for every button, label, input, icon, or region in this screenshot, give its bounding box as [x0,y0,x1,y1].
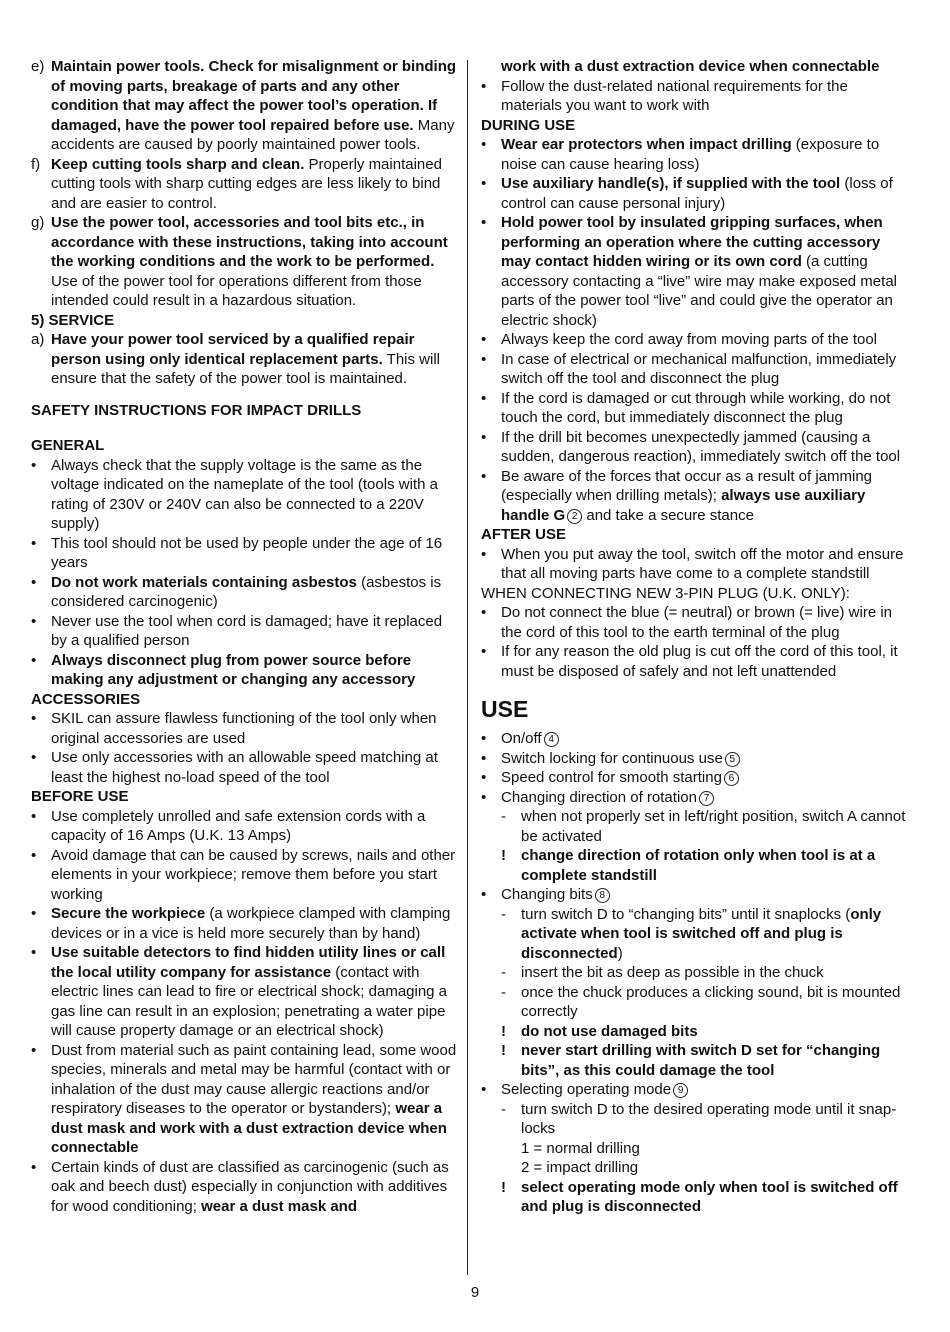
list-item [31,651,458,690]
item-text: Always keep the cord away from moving parts of the tool [501,331,878,348]
item-bold-text: Keep cutting tools sharp and clean. [51,155,305,173]
item-text: once the chuck produces a clicking sound, bit is mounted correctly [521,983,901,1020]
item-bold-text: Hold power tool by insulated gripping surfaces, when performing an operation where the cutting accessory may contact hidden wiring or its own cord [501,214,883,270]
list-item [481,642,911,681]
warning-item [501,1178,911,1217]
item-text: Changing direction of rotation [501,788,697,806]
figure-reference-icon: 8 [595,888,610,903]
item-text: insert the bit as deep as possible in the chuck [521,964,824,981]
item-text: Properly maintained cutting tools with sharp cutting edges are less likely to bind and are easier to control. [51,155,442,212]
sub-item [501,807,911,846]
item-marker: • [31,905,37,922]
item-bold-text: never start drilling with switch D set for “changing bits”, as this could damage the tool [521,1042,881,1079]
item-text: (exposure to noise can cause hearing loss) [501,136,880,173]
item-bold-text: Secure the workpiece [51,905,206,922]
right-column [481,57,911,1217]
item-text: Dust from material such as paint containing lead, some wood species, minerals and metal may be harmful (contact with or inhalation of the dust may cause allergic reactions and/or respiratory diseases to the operator or bystanders); [51,1041,457,1117]
figure-reference-icon: 4 [544,732,559,747]
item-text: (a workpiece clamped with clamping devices or in a vice is held more securely than by hand) [51,905,451,942]
item-marker: • [481,428,487,446]
list-item [481,135,911,174]
item-marker: • [481,331,487,348]
item-bold-text: Do not work materials containing asbestos [51,573,357,591]
left-column [31,57,458,1216]
item-marker: • [481,136,487,153]
item-marker: • [481,214,487,231]
figure-reference-icon: 6 [724,771,739,786]
item-marker: • [481,730,487,747]
list-item [31,155,458,214]
plain-line: WHEN CONNECTING NEW 3-PIN PLUG (U.K. ONLY): [481,584,850,602]
item-text: Do not connect the blue (= neutral) or brown (= live) wire in the cord of this tool to the earth terminal of the plug [501,604,893,641]
item-marker: • [31,1041,37,1059]
section-heading: 5) SERVICE [31,311,115,329]
item-text: (asbestos is considered carcinogenic) [51,573,442,610]
item-bold-text: wear a dust mask and work with a dust extraction device when connectable [51,1100,447,1156]
item-marker: • [481,604,487,621]
section-heading: ACCESSORIES [31,690,141,708]
item-text: (loss of control can cause personal injury) [501,175,893,212]
item-text: ) [617,944,623,962]
item-text: Selecting operating mode [501,1081,672,1098]
item-marker: • [31,807,37,825]
item-bold-text: change direction of rotation only when tool is at a complete standstill [521,847,876,884]
use-heading: USE [481,696,529,722]
item-marker: • [31,573,37,591]
item-text: Certain kinds of dust are classified as carcinogenic (such as oak and beech dust) especially in conjunction with additives for wood conditioning; [51,1158,449,1215]
list-item [481,389,911,428]
item-marker: ! [501,847,506,864]
item-marker: • [31,534,37,552]
list-item [31,330,458,389]
mode-option: 2 = impact drilling [521,1159,639,1176]
warning-item [501,846,911,885]
item-marker: • [481,1081,487,1098]
list-item [31,534,458,573]
item-text: SKIL can assure flawless functioning of the tool only when original accessories are used [51,710,437,747]
list-item [31,213,458,311]
item-text: Be aware of the forces that occur as a result of jamming (especially when drilling metals); [501,467,873,504]
figure-reference-icon: 7 [699,791,714,806]
item-marker: • [31,456,37,474]
item-bold-text: Always disconnect plug from power source before making any adjustment or changing any accessory [51,651,416,688]
item-text: (a cutting accessory contacting a “live” wire may make exposed metal parts of the power tool “live” and could give the operator an electric shock) [501,253,897,329]
item-marker: • [481,769,487,786]
sub-item [501,1100,911,1139]
figure-reference-icon: 5 [725,752,740,767]
list-item [481,603,911,642]
list-item [481,788,911,808]
list-item [31,57,458,155]
item-text: (contact with electric lines can lead to fire or electrical shock; damaging a gas line can result in an explosion; penetrating a water pipe will cause property damage or an electrical shock) [51,963,448,1039]
item-marker: e) [31,58,45,75]
section-heading: GENERAL [31,437,105,454]
item-marker: • [481,749,487,767]
list-item [31,709,458,748]
item-marker: • [31,846,37,864]
list-item [481,768,911,788]
item-marker: • [481,886,487,903]
list-item [481,330,911,350]
sub-item [501,905,911,964]
list-item [481,467,911,526]
item-marker: - [501,808,506,825]
item-marker: f) [31,155,41,173]
list-item [31,748,458,787]
item-text: In case of electrical or mechanical malfunction, immediately switch off the tool and disconnect the plug [501,350,897,387]
mode-option: 1 = normal drilling [521,1139,640,1157]
list-item [481,749,911,769]
item-marker: g) [31,214,45,231]
list-item [481,174,911,213]
item-text: Use only accessories with an allowable speed matching at least the highest no-load speed of the tool [51,749,438,786]
item-bold-text: Use the power tool, accessories and tool bits etc., in accordance with these instructions, taking into account the working conditions and the work to be performed. [51,214,448,270]
item-bold-text: Use auxiliary handle(s), if supplied with the tool [501,175,841,192]
item-text: and take a secure stance [582,506,754,524]
figure-reference-icon: 2 [567,509,582,524]
item-bold-text: select operating mode only when tool is switched off and plug is disconnected [521,1178,898,1215]
item-text: Never use the tool when cord is damaged; have it replaced by a qualified person [51,612,443,649]
item-marker: • [481,350,487,368]
list-item [31,904,458,943]
item-marker: a) [31,331,45,348]
item-text: when not properly set in left/right position, switch A cannot be activated [521,808,906,845]
item-text: Changing bits [501,886,593,903]
item-text: If for any reason the old plug is cut off the cord of this tool, it must be disposed of safely and not left unattended [501,643,898,680]
list-item [481,77,911,116]
item-marker: • [31,944,37,961]
page-number: 9 [470,1284,480,1301]
item-text: When you put away the tool, switch off the motor and ensure that all moving parts have come to a complete standstill [501,545,904,582]
item-text: If the drill bit becomes unexpectedly jammed (causing a sudden, dangerous reaction), immediately switch off the tool [501,428,901,465]
list-item [31,846,458,905]
item-text: Avoid damage that can be caused by screws, nails and other elements in your workpiece; remove them before you start working [51,846,456,903]
item-text: This will ensure that the safety of the power tool is maintained. [51,350,440,387]
figure-reference-icon: 9 [673,1083,688,1098]
item-text: This tool should not be used by people under the age of 16 years [51,534,443,571]
item-marker: - [501,964,506,981]
list-item [481,428,911,467]
item-marker: ! [501,1042,506,1059]
item-marker: • [31,1158,37,1176]
list-item [481,1080,911,1100]
item-marker: • [31,710,37,727]
item-marker: • [481,77,487,95]
list-item [481,213,911,330]
item-marker: • [31,651,37,669]
item-marker: ! [501,1178,506,1196]
list-item [31,1041,458,1158]
item-text: Many accidents are caused by poorly maintained power tools. [51,116,455,153]
section-heading: DURING USE [481,116,576,134]
list-item [31,612,458,651]
warning-item [501,1041,911,1080]
item-marker: • [481,389,487,407]
item-bold-text: work with a dust extraction device when connectable [501,58,880,75]
sub-item [501,963,911,983]
sub-item [501,983,911,1022]
item-bold-text: Wear ear protectors when impact drilling [501,136,792,153]
item-marker: • [481,545,487,563]
list-item [31,456,458,534]
item-marker: • [481,643,487,660]
item-marker: • [31,612,37,630]
item-marker: • [481,467,487,485]
warning-item [501,1022,911,1042]
list-item [31,1158,458,1217]
item-bold-text: do not use damaged bits [521,1022,698,1040]
item-text: Follow the dust-related national requirements for the materials you want to work with [501,77,848,114]
item-text: If the cord is damaged or cut through while working, do not touch the cord, but immediately disconnect the plug [501,389,891,426]
section-heading: BEFORE USE [31,788,129,805]
list-item [31,943,458,1041]
item-text: turn switch D to “changing bits” until it snaplocks ( [521,905,851,923]
item-marker: • [481,788,487,806]
item-bold-text: only activate when tool is switched off and plug is disconnected [521,905,882,962]
list-item [31,573,458,612]
item-text: Always check that the supply voltage is the same as the voltage indicated on the nameplate of the tool (tools with a rating of 230V or 240V can also be connected to a 220V supply) [51,456,438,532]
item-marker: - [501,983,506,1001]
column-divider [467,60,468,1275]
item-marker: ! [501,1022,506,1040]
item-marker: - [501,1100,506,1118]
item-marker: • [31,749,37,766]
list-item [31,807,458,846]
item-text: On/off [501,730,542,747]
item-marker: - [501,905,506,923]
item-bold-text: always use auxiliary handle G [501,487,866,524]
item-text: Speed control for smooth starting [501,769,722,786]
list-item [481,57,911,77]
item-marker: • [481,175,487,192]
list-item [481,350,911,389]
item-bold-text: Use suitable detectors to find hidden utility lines or call the local utility company for assistance [51,944,446,981]
item-text: Use of the power tool for operations different from those intended could result in a hazardous situation. [51,272,422,309]
item-text: turn switch D to the desired operating mode until it snap-locks [521,1100,897,1137]
item-bold-text: Maintain power tools. Check for misalignment or binding of moving parts, breakage of parts and any other condition that may affect the power tool’s operation. If damaged, have the power tool repaired before use. [51,58,457,134]
item-text: Switch locking for continuous use [501,749,723,767]
list-item [481,729,911,749]
item-bold-text: Have your power tool serviced by a qualified repair person using only identical replacement parts. [51,331,415,368]
list-item [481,545,911,584]
list-item [481,885,911,905]
item-text: Use completely unrolled and safe extension cords with a capacity of 16 Amps (U.K. 13 Amps) [51,807,426,844]
item-bold-text: wear a dust mask and [201,1197,358,1215]
section-heading: AFTER USE [481,526,567,543]
section-title: SAFETY INSTRUCTIONS FOR IMPACT DRILLS [31,401,362,419]
